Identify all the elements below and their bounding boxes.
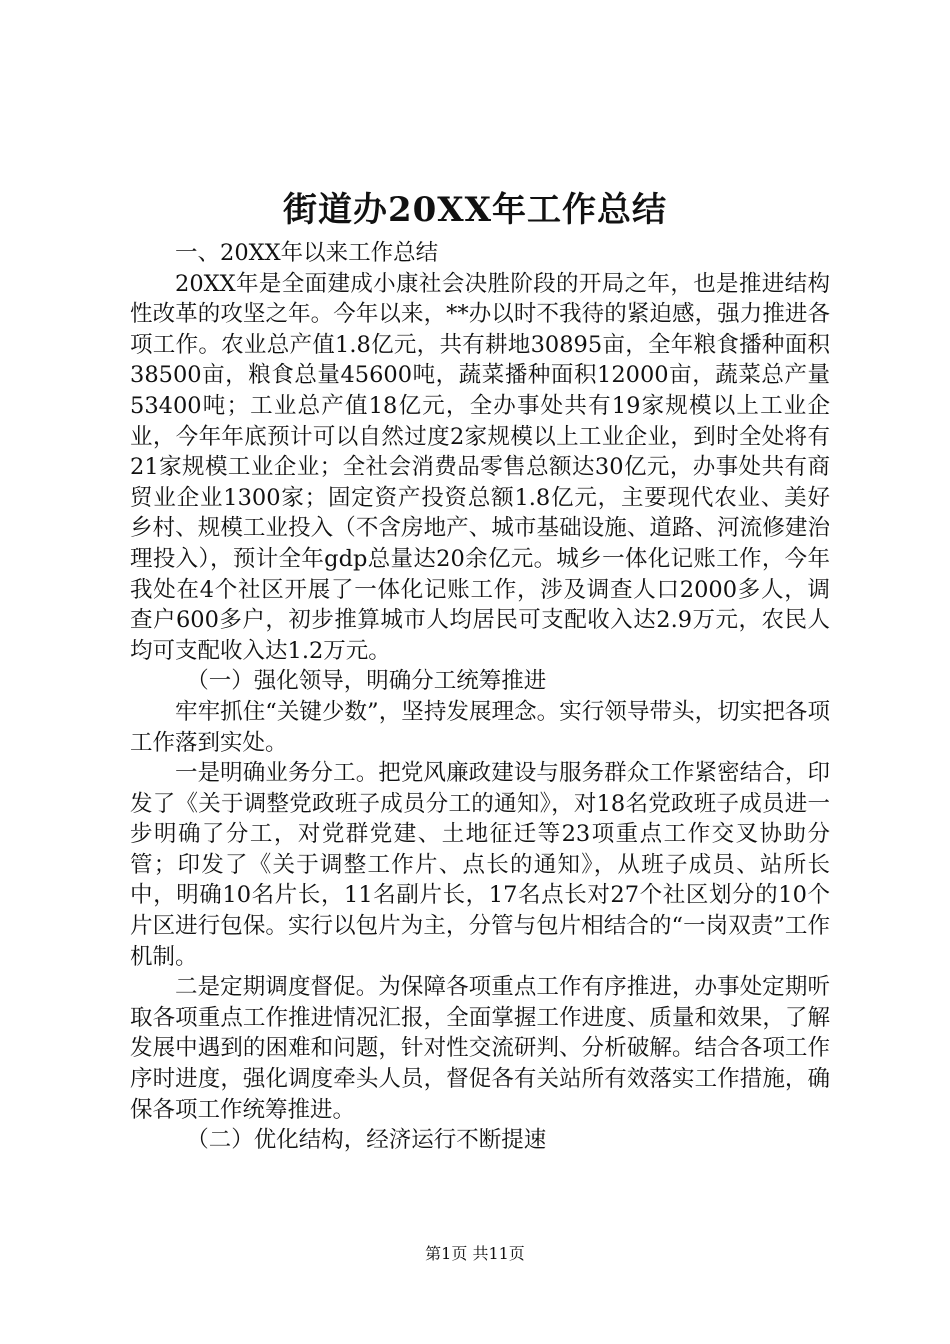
- paragraph-division-of-work: 一是明确业务分工。把党风廉政建设与服务群众工作紧密结合，印发了《关于调整党政班子成员分工的通知》，对18名党政班子成员进一步明确了分工，对党群党建、土地征迁等23项重点工作交叉协助分管；印发了《关于调整工作片、点长的通知》，从班子成员、站所长中，明确10名片长，11名副片长，17名点长对27个社区划分的10个片区进行包保。实行以包片为主，分管与包片相结合的“一岗双责”工作机制。: [130, 760, 830, 970]
- paragraph-leadership: 牢牢抓住“关键少数”，坚持发展理念。实行领导带头，切实把各项工作落到实处。: [130, 698, 830, 756]
- section-heading: 一、20XX年以来工作总结: [175, 240, 439, 266]
- paragraph-summary: 20XX年是全面建成小康社会决胜阶段的开局之年，也是推进结构性改革的攻坚之年。今年以来，**办以时不我待的紧迫感，强力推进各项工作。农业总产值1.8亿元，共有耕地30895亩，全年粮食播种面积38500亩，粮食总量45600吨，蔬菜播种面积12000亩，蔬菜总产量53400吨；工业总产值18亿元，全办事处共有19家规模以上工业企业，今年年底预计可以自然过度2家规模以上工业企业，到时全处将有21家规模工业企业；全社会消费品零售总额达30亿元，办事处共有商贸业企业1300家；固定资产投资总额1.8亿元，主要现代农业、美好乡村、规模工业投入（不含房地产、城市基础设施、道路、河流修建治理投入），预计全年gdp总量达20余亿元。城乡一体化记账工作，今年我处在4个社区开展了一体化记账工作，涉及调查人口2000多人，调查户600多户，初步推算城市人均居民可支配收入达2.9万元，农民人均可支配收入达1.2万元。: [130, 270, 830, 664]
- document-body: [130, 238, 830, 1156]
- subsection-heading-2: （二）优化结构，经济运行不断提速: [186, 1127, 547, 1154]
- document-title: 街道办20XX年工作总结: [282, 190, 668, 230]
- page-number-footer: 第1页 共11页: [425, 1244, 525, 1263]
- subsection-heading-1: （一）强化领导，明确分工统筹推进: [186, 668, 547, 695]
- paragraph-supervision: 二是定期调度督促。为保障各项重点工作有序推进，办事处定期听取各项重点工作推进情况汇报，全面掌握工作进度、质量和效果，了解发展中遇到的困难和问题，针对性交流研判、分析破解。结合各项工作序时进度，强化调度牵头人员，督促各有关站所有效落实工作措施，确保各项工作统筹推进。: [130, 974, 830, 1123]
